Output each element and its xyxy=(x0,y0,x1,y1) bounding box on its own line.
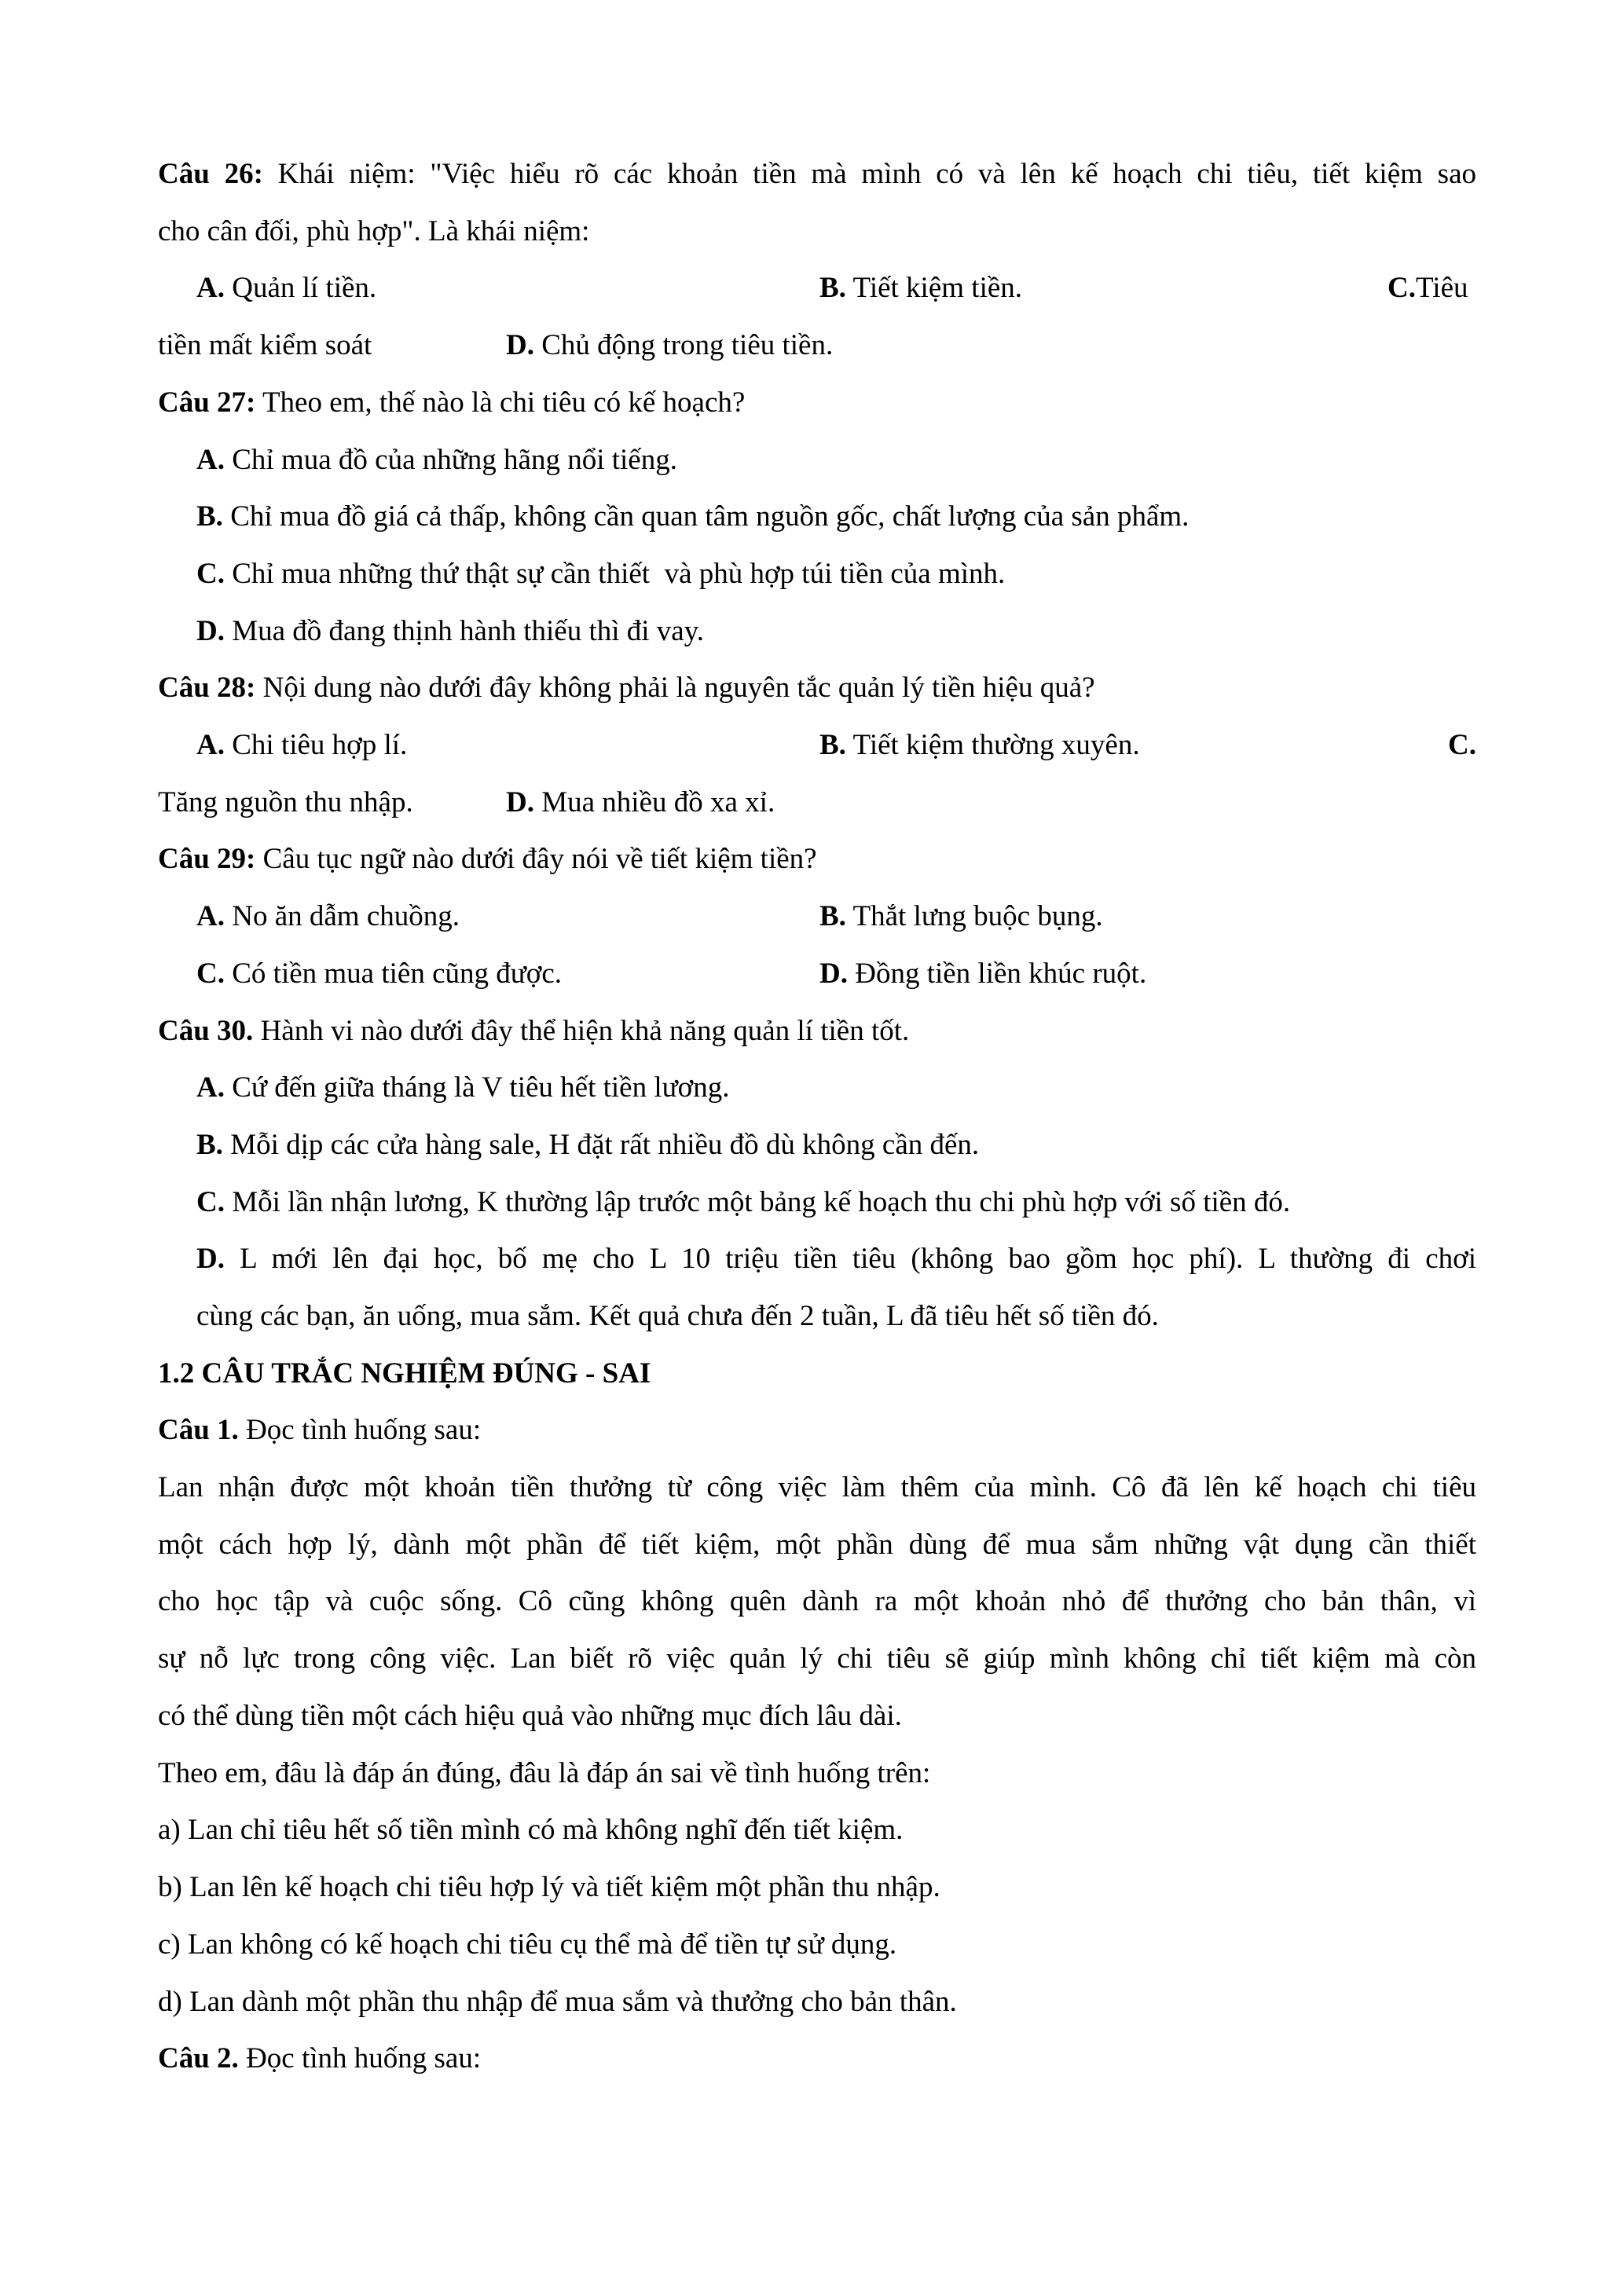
q28-option-d: D. Mua nhiều đồ xa xỉ. xyxy=(506,786,775,818)
s1-item-d: d) Lan dành một phần thu nhập để mua sắm và thưởng cho bản thân. xyxy=(158,1986,957,2018)
q26-options-row2 xyxy=(158,328,1476,363)
q29-options-row xyxy=(196,899,1476,934)
q26-stem-cont: cho cân đối, phù hợp". Là khái niệm: xyxy=(158,215,590,247)
s1-paragraph-line: sự nỗ lực trong công việc. Lan biết rõ việc quản lý chi tiêu sẽ giúp mình không chỉ tiết kiệm mà còn xyxy=(158,1642,1476,1675)
q30-option-b: B. Mỗi dịp các cửa hàng sale, H đặt rất nhiều đồ dù không cần đến. xyxy=(196,1129,980,1161)
q28-option-c: C. xyxy=(1448,729,1476,761)
q26-option-a: A. Quản lí tiền. xyxy=(196,272,377,304)
q27-stem: Câu 27: Theo em, thế nào là chi tiêu có kế hoạch? xyxy=(158,386,746,419)
s1-paragraph-line: một cách hợp lý, dành một phần để tiết kiệm, một phần dùng để mua sắm những vật dụng cần thiết xyxy=(158,1529,1476,1561)
q29-option-a: A. No ăn dẫm chuồng. xyxy=(196,900,460,932)
s1-prompt: Theo em, đâu là đáp án đúng, đâu là đáp án sai về tình huống trên: xyxy=(158,1757,931,1789)
q27-option-b: B. Chỉ mua đồ giá cả thấp, không cần quan tâm nguồn gốc, chất lượng của sản phẩm. xyxy=(196,500,1190,533)
q28-stem: Câu 28: Nội dung nào dưới đây không phải là nguyên tắc quản lý tiền hiệu quả? xyxy=(158,672,1095,704)
q26-option-d: D. Chủ động trong tiêu tiền. xyxy=(506,329,834,361)
q30-option-d: D. L mới lên đại học, bố mẹ cho L 10 triệu tiền tiêu (không bao gồm học phí). L thường đi chơi xyxy=(196,1243,1476,1275)
q27-option-a: A. Chỉ mua đồ của những hãng nổi tiếng. xyxy=(196,444,677,476)
q30-option-d-cont: cùng các bạn, ăn uống, mua sắm. Kết quả chưa đến 2 tuần, L đã tiêu hết số tiền đó. xyxy=(196,1300,1159,1332)
q26-options-row xyxy=(196,271,1476,306)
s2-stem: Câu 2. Đọc tình huống sau: xyxy=(158,2042,482,2074)
q28-option-a: A. Chi tiêu hợp lí. xyxy=(196,729,408,761)
q28-option-b: B. Tiết kiệm thường xuyên. xyxy=(819,729,1140,761)
s1-paragraph-line: cho học tập và cuộc sống. Cô cũng không quên dành ra một khoản nhỏ để thưởng cho bản thân, vì xyxy=(158,1585,1476,1617)
q30-stem: Câu 30. Hành vi nào dưới đây thể hiện khả năng quản lí tiền tốt. xyxy=(158,1015,910,1047)
q28-options-row2 xyxy=(158,785,1476,820)
q27-option-c: C. Chỉ mua những thứ thật sự cần thiết và phù hợp túi tiền của mình. xyxy=(196,558,1006,590)
q28-options-row xyxy=(196,728,1476,763)
q27-option-d: D. Mua đồ đang thịnh hành thiếu thì đi vay. xyxy=(196,615,705,647)
s1-item-c: c) Lan không có kế hoạch chi tiêu cụ thể mà để tiền tự sử dụng. xyxy=(158,1928,897,1961)
q29-option-b: B. Thắt lưng buộc bụng. xyxy=(819,900,1103,932)
q29-stem: Câu 29: Câu tục ngữ nào dưới đây nói về tiết kiệm tiền? xyxy=(158,843,817,875)
q30-option-a: A. Cứ đến giữa tháng là V tiêu hết tiền lương. xyxy=(196,1071,730,1104)
q28-option-c-cont: Tăng nguồn thu nhập. xyxy=(158,786,413,818)
s1-paragraph-line: Lan nhận được một khoản tiền thưởng từ công việc làm thêm của mình. Cô đã lên kế hoạch chi tiêu xyxy=(158,1471,1476,1503)
q29-option-c: C. Có tiền mua tiên cũng được. xyxy=(196,958,563,990)
s1-item-b: b) Lan lên kế hoạch chi tiêu hợp lý và tiết kiệm một phần thu nhập. xyxy=(158,1871,940,1903)
q26-option-b: B. Tiết kiệm tiền. xyxy=(819,272,1023,304)
section-heading: 1.2 CÂU TRẮC NGHIỆM ĐÚNG - SAI xyxy=(158,1357,651,1390)
s1-item-a: a) Lan chỉ tiêu hết số tiền mình có mà không nghĩ đến tiết kiệm. xyxy=(158,1814,904,1846)
s1-stem: Câu 1. Đọc tình huống sau: xyxy=(158,1414,482,1446)
q26-stem: Câu 26: Khái niệm: "Việc hiểu rõ các khoản tiền mà mình có và lên kế hoạch chi tiêu, tiết kiệm sao xyxy=(158,158,1476,190)
q30-option-c: C. Mỗi lần nhận lương, K thường lập trước một bảng kế hoạch thu chi phù hợp với số tiền đó. xyxy=(196,1186,1291,1218)
q26-option-c-cont: tiền mất kiểm soát xyxy=(158,329,372,361)
s1-paragraph-line: có thể dùng tiền một cách hiệu quả vào những mục đích lâu dài. xyxy=(158,1700,902,1732)
q29-options-row2 xyxy=(196,957,1476,991)
q29-option-d: D. Đồng tiền liền khúc ruột. xyxy=(819,958,1147,990)
q26-option-c: C.Tiêu xyxy=(1388,272,1468,304)
